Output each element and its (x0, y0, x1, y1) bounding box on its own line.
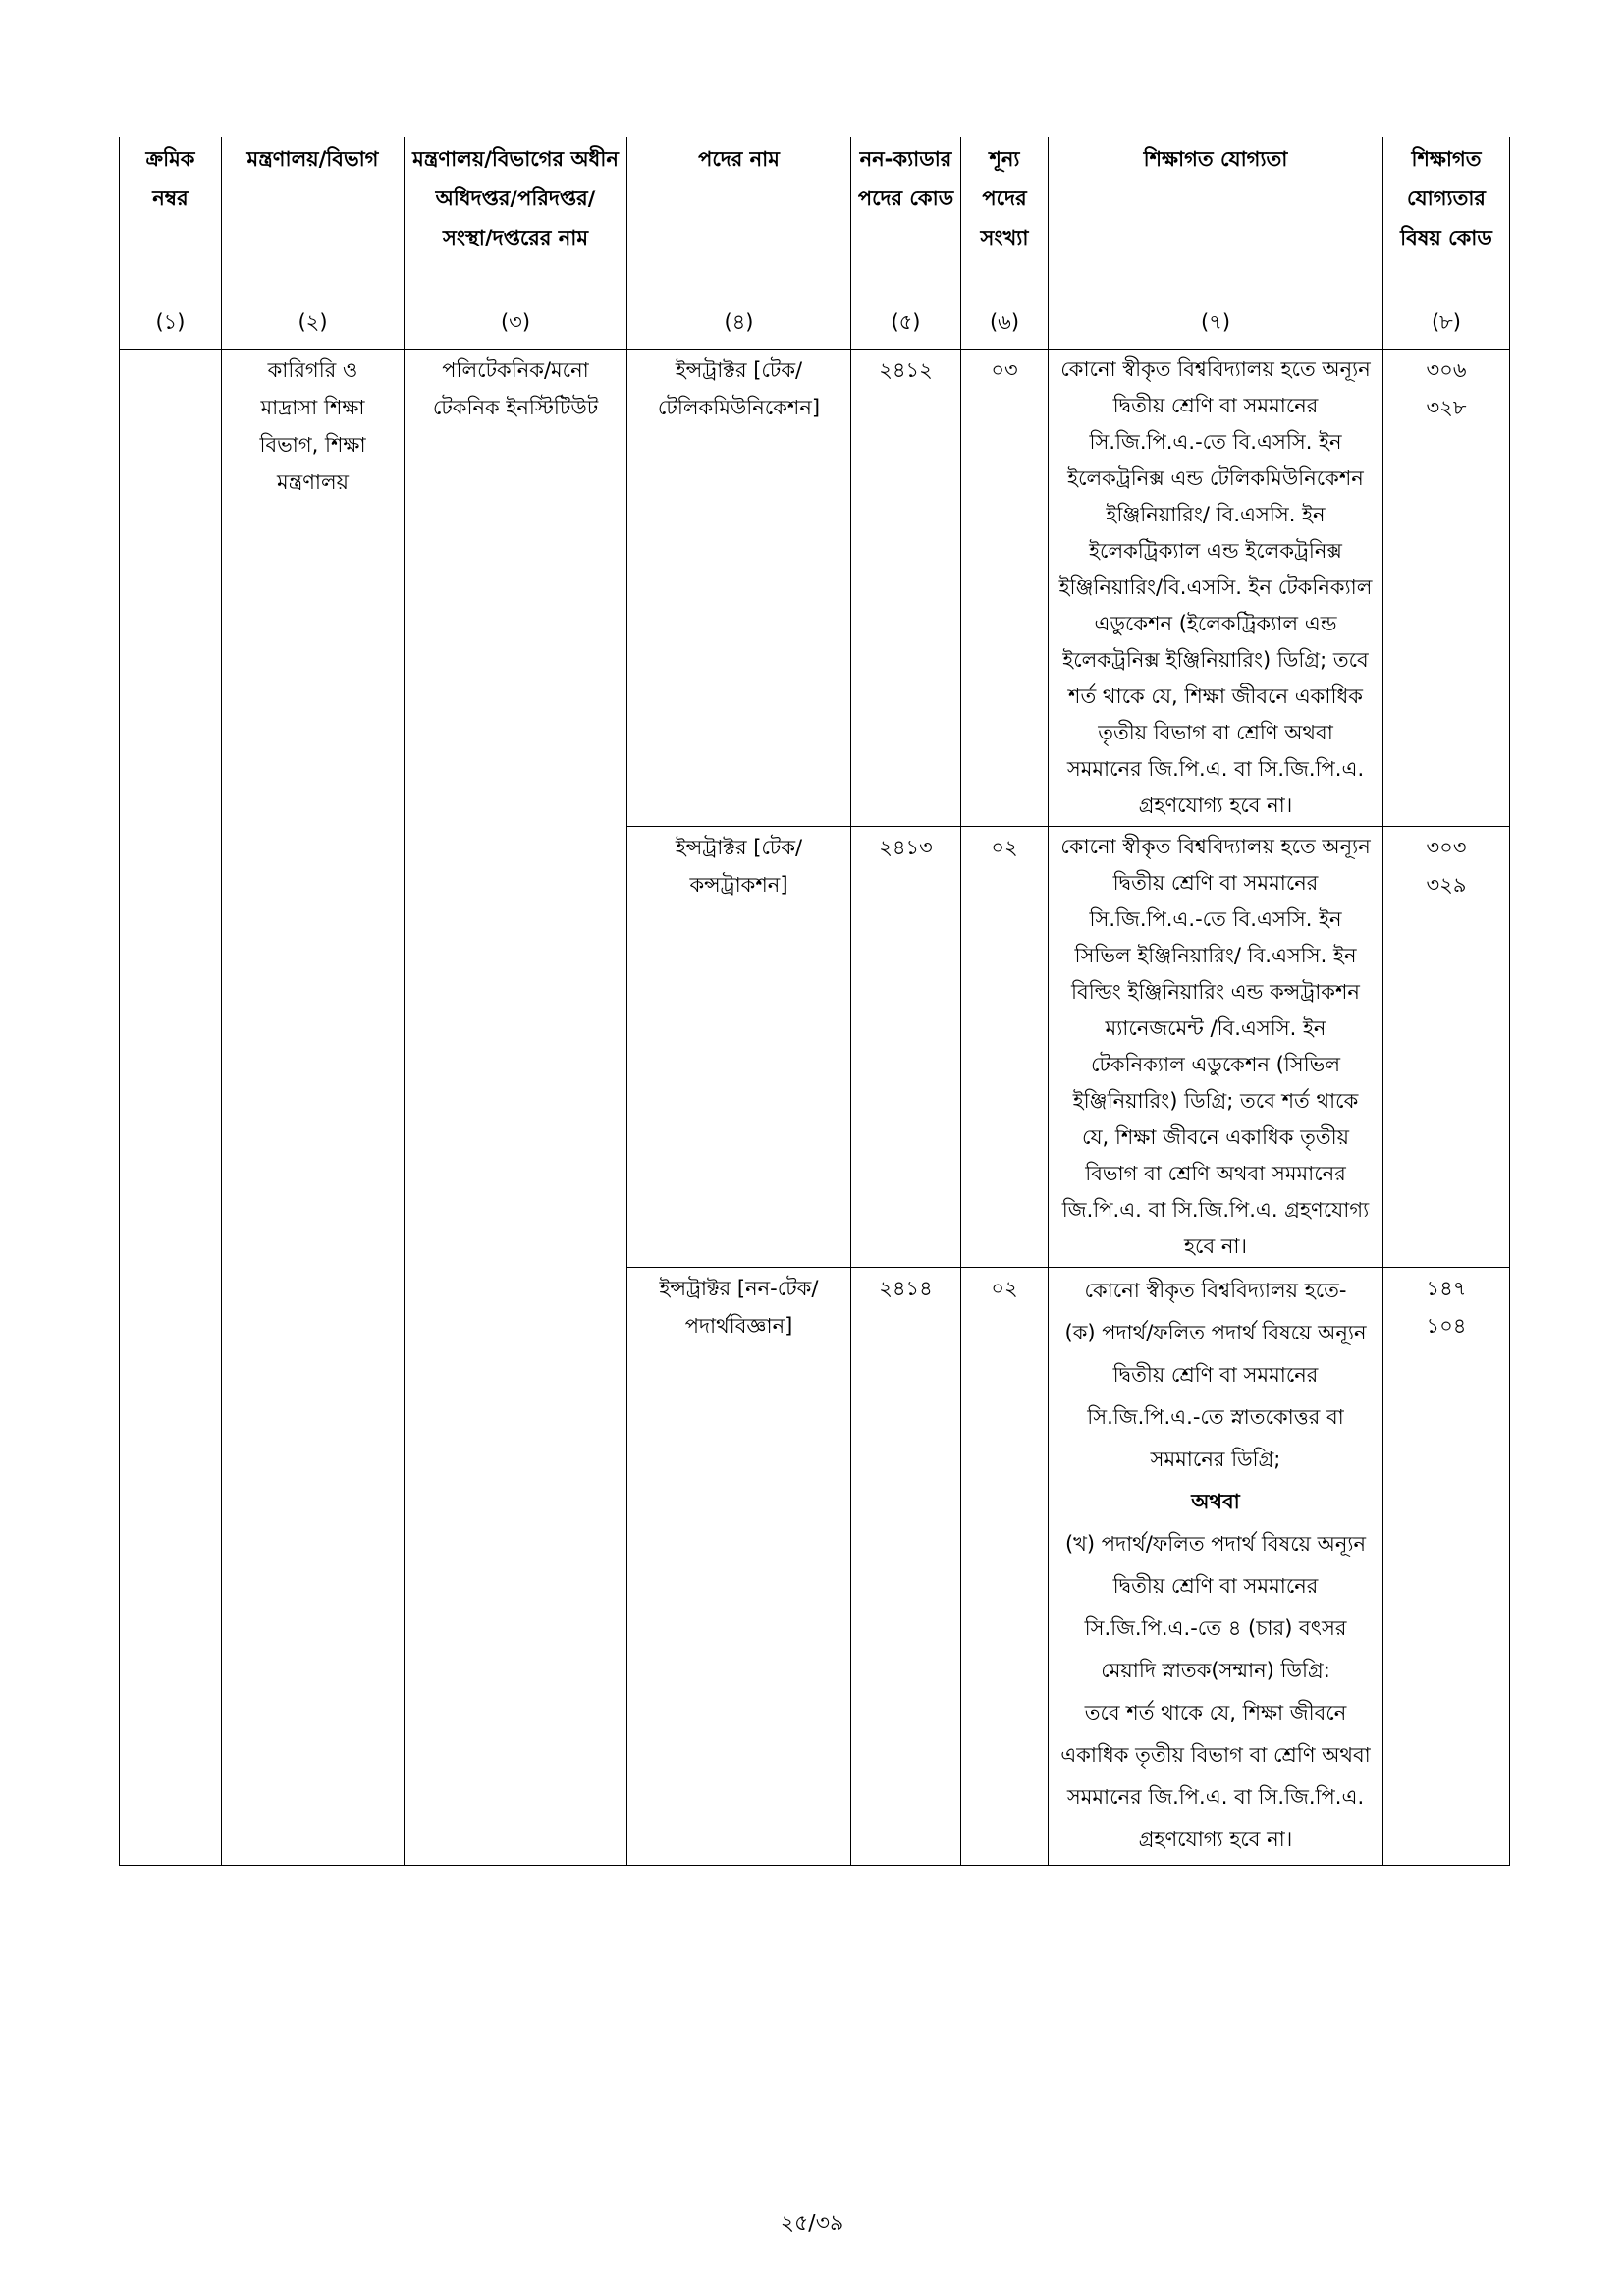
column-number: (২) (222, 301, 405, 350)
vacancy-cell: ০৩ (961, 350, 1049, 827)
qualification-intro: কোনো স্বীকৃত বিশ্ববিদ্যালয় হতে- (1084, 1279, 1347, 1302)
column-number: (৬) (961, 301, 1049, 350)
page-number: ২৫/৩৯ (780, 2212, 844, 2236)
header-serial: ক্রমিক নম্বর (120, 137, 222, 301)
institution-cell: পলিটেকনিক/মনো টেকনিক ইনস্টিটিউট (405, 350, 627, 1866)
column-number: (৪) (627, 301, 851, 350)
vacancy-cell: ০২ (961, 1268, 1049, 1866)
subject-code-cell (1383, 350, 1510, 827)
subject-code: ৩২৯ (1426, 873, 1467, 897)
header-institution: মন্ত্রণালয়/বিভাগের অধীন অধিদপ্তর/পরিদপ্তর/ সংস্থা/দপ্তরের নাম (405, 137, 627, 301)
column-number: (১) (120, 301, 222, 350)
subject-code-cell (1383, 1268, 1510, 1866)
qualification-part-b: (খ) পদার্থ/ফলিত পদার্থ বিষয়ে অন্যূন দ্বিতীয় শ্রেণি বা সমমানের সি.জি.পি.এ.-তে ৪ (চার) বৎসর মেয়াদি স্নাতক(সম্মান) ডিগ্রি: (1064, 1532, 1367, 1682)
header-post: পদের নাম (627, 137, 851, 301)
header-vacancy: শূন্য পদের সংখ্যা (961, 137, 1049, 301)
subject-code: ৩০৬ (1426, 358, 1467, 382)
header-qualification: শিক্ষাগত যোগ্যতা (1049, 137, 1383, 301)
qualification-cell: কোনো স্বীকৃত বিশ্ববিদ্যালয় হতে অন্যূন দ্বিতীয় শ্রেণি বা সমমানের সি.জি.পি.এ.-তে বি.এসসি. ইন ইলেকট্রনিক্স এন্ড টেলিকমিউনিকেশন ইঞ্জিনিয়ারিং/ বি.এসসি. ইন ইলেকট্রিক্যাল এন্ড ইলেকট্রনিক্স ইঞ্জিনিয়ারিং/বি.এসসি. ইন টেকনিক্যাল এডুকেশন (ইলেকট্রিক্যাল এন্ড ইলেকট্রনিক্স ইঞ্জিনিয়ারিং) ডিগ্রি; তবে শর্ত থাকে যে, শিক্ষা জীবনে একাধিক তৃতীয় বিভাগ বা শ্রেণি অথবা সমমানের জি.পি.এ. বা সি.জি.পি.এ. গ্রহণযোগ্য হবে না। (1049, 350, 1383, 827)
header-row (120, 137, 1510, 301)
subject-code: ৩০৩ (1426, 836, 1467, 859)
ministry-cell: কারিগরি ও মাদ্রাসা শিক্ষা বিভাগ, শিক্ষা মন্ত্রণালয় (222, 350, 405, 1866)
subject-code: ১৪৭ (1426, 1277, 1467, 1300)
column-number: (৭) (1049, 301, 1383, 350)
subject-code: ১০৪ (1426, 1314, 1467, 1338)
qualification-cell (1049, 1268, 1383, 1866)
header-ministry: মন্ত্রণালয়/বিভাগ (222, 137, 405, 301)
column-number: (৮) (1383, 301, 1510, 350)
subject-code: ৩২৮ (1426, 396, 1467, 419)
serial-cell (120, 350, 222, 1866)
job-table (119, 137, 1510, 1866)
header-code: নন-ক্যাডার পদের কোড (851, 137, 961, 301)
column-number: (৫) (851, 301, 961, 350)
table-row (120, 350, 1510, 827)
post-cell: ইন্সট্রাক্টর [টেক/টেলিকমিউনিকেশন] (627, 350, 851, 827)
post-code-cell: ২৪১৪ (851, 1268, 961, 1866)
column-number: (৩) (405, 301, 627, 350)
qualification-condition: তবে শর্ত থাকে যে, শিক্ষা জীবনে একাধিক তৃতীয় বিভাগ বা শ্রেণি অথবা সমমানের জি.পি.এ. বা সি.জি.পি.এ. গ্রহণযোগ্য হবে না। (1060, 1701, 1371, 1851)
column-number-row (120, 301, 1510, 350)
qualification-or: অথবা (1191, 1490, 1240, 1513)
post-code-cell: ২৪১৩ (851, 827, 961, 1268)
vacancy-cell: ০২ (961, 827, 1049, 1268)
post-cell: ইন্সট্রাক্টর [টেক/কন্সট্রাকশন] (627, 827, 851, 1268)
header-subject-code: শিক্ষাগত যোগ্যতার বিষয় কোড (1383, 137, 1510, 301)
qualification-part-a: (ক) পদার্থ/ফলিত পদার্থ বিষয়ে অন্যূন দ্বিতীয় শ্রেণি বা সমমানের সি.জি.পি.এ.-তে স্নাতকোত্তর বা সমমানের ডিগ্রি; (1064, 1321, 1367, 1471)
post-cell: ইন্সট্রাক্টর [নন-টেক/পদার্থবিজ্ঞান] (627, 1268, 851, 1866)
post-code-cell: ২৪১২ (851, 350, 961, 827)
subject-code-cell (1383, 827, 1510, 1268)
qualification-cell: কোনো স্বীকৃত বিশ্ববিদ্যালয় হতে অন্যূন দ্বিতীয় শ্রেণি বা সমমানের সি.জি.পি.এ.-তে বি.এসসি. ইন সিভিল ইঞ্জিনিয়ারিং/ বি.এসসি. ইন বিল্ডিং ইঞ্জিনিয়ারিং এন্ড কন্সট্রাকশন ম্যানেজমেন্ট /বি.এসসি. ইন টেকনিক্যাল এডুকেশন (সিভিল ইঞ্জিনিয়ারিং) ডিগ্রি; তবে শর্ত থাকে যে, শিক্ষা জীবনে একাধিক তৃতীয় বিভাগ বা শ্রেণি অথবা সমমানের জি.পি.এ. বা সি.জি.পি.এ. গ্রহণযোগ্য হবে না। (1049, 827, 1383, 1268)
